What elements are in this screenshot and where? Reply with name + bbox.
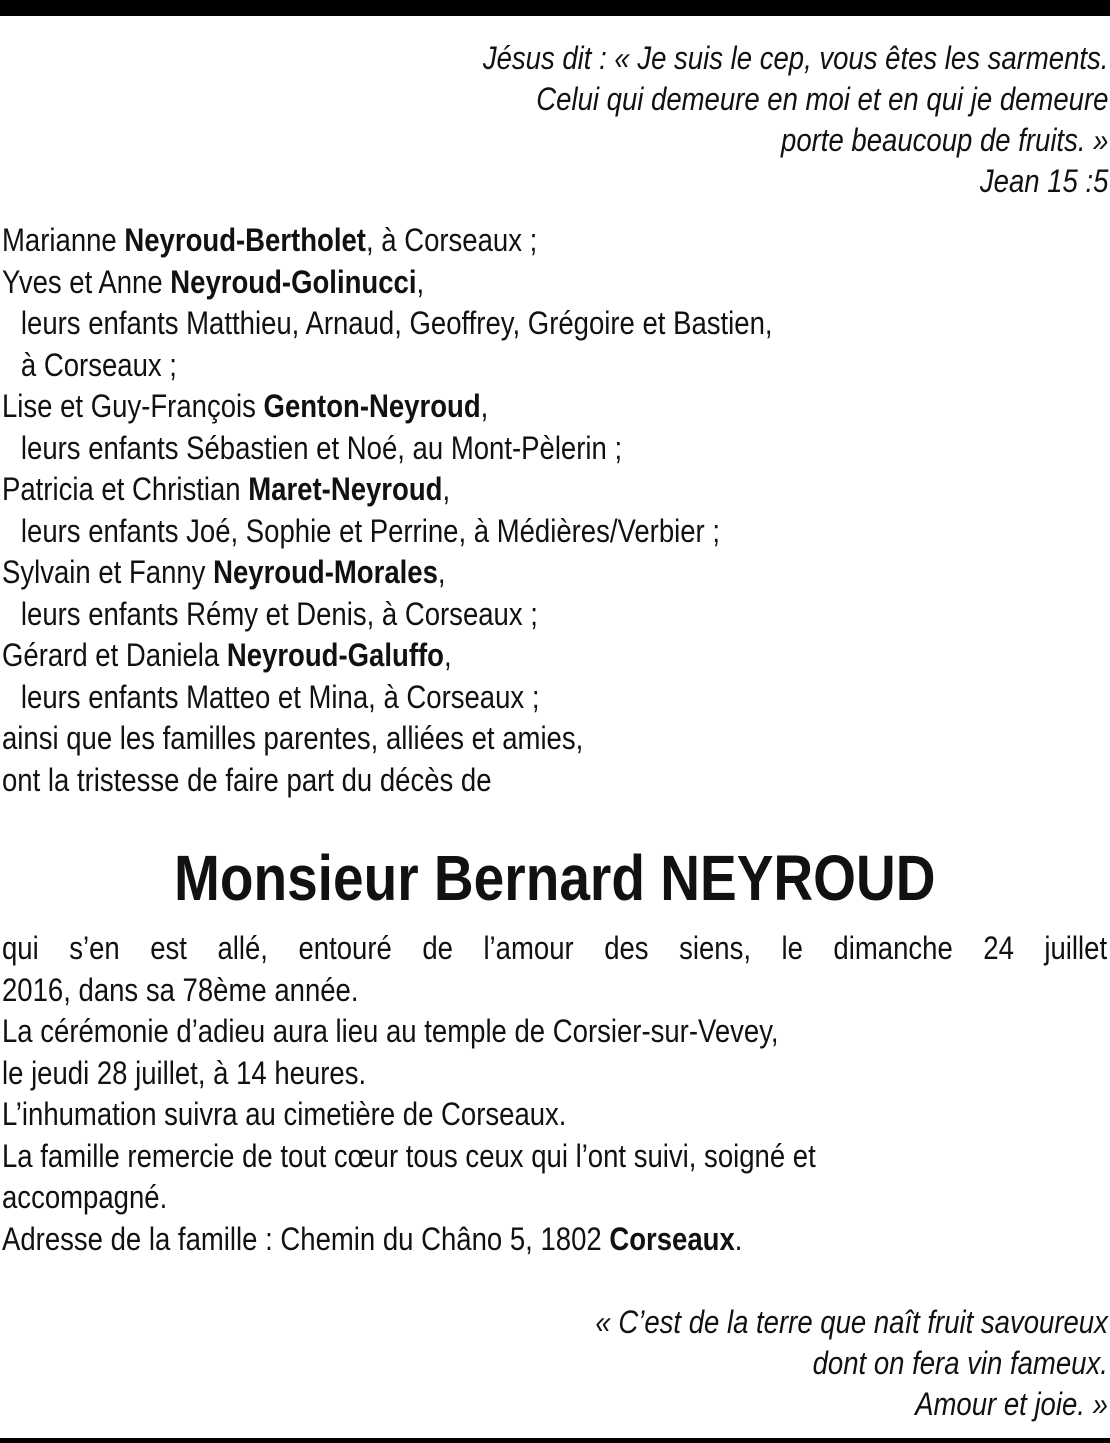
top-rule [0,0,1110,16]
epigraph-line: Celui qui demeure en moi et en qui je demeure [535,81,1108,117]
family-surname: Genton-Neyroud [263,388,481,424]
address-text: Adresse de la famille : Chemin du Châno 5, 1802 [2,1220,610,1257]
epigraph-reference: Jean 15 :5 [979,163,1108,199]
family-first-names: Marianne [2,222,125,258]
family-suffix: , [416,263,425,300]
epigraph-quote [482,38,1108,202]
address-line [2,1219,1107,1261]
burial-line: L’inhumation suivra au cimetière de Corseaux. [2,1096,567,1132]
family-line [2,220,1103,262]
thanks-line: La famille remercie de tout cœur tous ceux qui l’ont suivi, soigné et [2,1137,816,1174]
address-city: Corseaux [609,1220,735,1257]
family-surname: Maret-Neyroud [248,471,443,507]
epigraph-line: Jésus dit : « Je suis le cep, vous êtes les sarments. [482,40,1108,76]
family-line [2,469,1103,511]
family-first-names: Lise et Guy-François [2,388,264,424]
family-suffix: , [480,388,489,424]
epigraph-line: porte beaucoup de fruits. » [780,122,1108,158]
family-first-names: Patricia et Christian [2,471,249,507]
announcement-line: ont la tristesse de faire part du décès de [2,761,492,798]
deceased-name-text: Monsieur Bernard NEYROUD [174,842,936,914]
family-surname: Neyroud-Morales [213,554,438,590]
notice-body [2,928,1107,1260]
family-surname: Neyroud-Golinucci [170,263,417,300]
family-suffix: , [442,471,451,507]
closing-quote-line: dont on fera vin fameux. [812,1345,1108,1381]
thanks-line: accompagné. [2,1179,168,1215]
family-surname: Neyroud-Bertholet [124,222,366,258]
family-children-line: leurs enfants Joé, Sophie et Perrine, à Médières/Verbier ; [20,512,721,549]
family-line [2,635,1103,677]
family-children-line: leurs enfants Matthieu, Arnaud, Geoffrey, Grégoire et Bastien, [20,305,773,341]
family-list [2,220,1103,801]
family-location-line: à Corseaux ; [20,346,177,383]
family-suffix: , [437,554,446,590]
family-line [2,262,1103,304]
family-first-names: Gérard et Daniela [2,637,227,673]
closing-quote-line: « C’est de la terre que naît fruit savoureux [595,1304,1108,1340]
family-line [2,386,1103,428]
bottom-rule [0,1438,1110,1443]
relatives-line: ainsi que les familles parentes, alliées et amies, [2,720,584,756]
passing-line: 2016, dans sa 78ème année. [2,971,359,1008]
family-first-names: Sylvain et Fanny [2,554,214,590]
family-first-names: Yves et Anne [2,263,171,300]
family-children-line: leurs enfants Rémy et Denis, à Corseaux ; [20,595,538,632]
family-children-line: leurs enfants Matteo et Mina, à Corseaux ; [20,678,540,715]
closing-quote [596,1302,1108,1425]
family-suffix: , à Corseaux ; [365,222,538,258]
passing-line: qui s’en est allé, entouré de l’amour des siens, le dimanche 24 juillet [2,930,1108,966]
closing-quote-line: Amour et joie. » [915,1386,1108,1422]
ceremony-line: La cérémonie d’adieu aura lieu au temple de Corsier-sur-Vevey, [2,1013,779,1049]
deceased-name [0,838,1110,918]
family-line [2,552,1103,594]
family-surname: Neyroud-Galuffo [226,637,444,673]
family-children-line: leurs enfants Sébastien et Noé, au Mont-Pèlerin ; [20,429,623,466]
ceremony-line: le jeudi 28 juillet, à 14 heures. [2,1054,367,1091]
family-suffix: , [443,637,452,673]
address-suffix: . [734,1220,743,1257]
